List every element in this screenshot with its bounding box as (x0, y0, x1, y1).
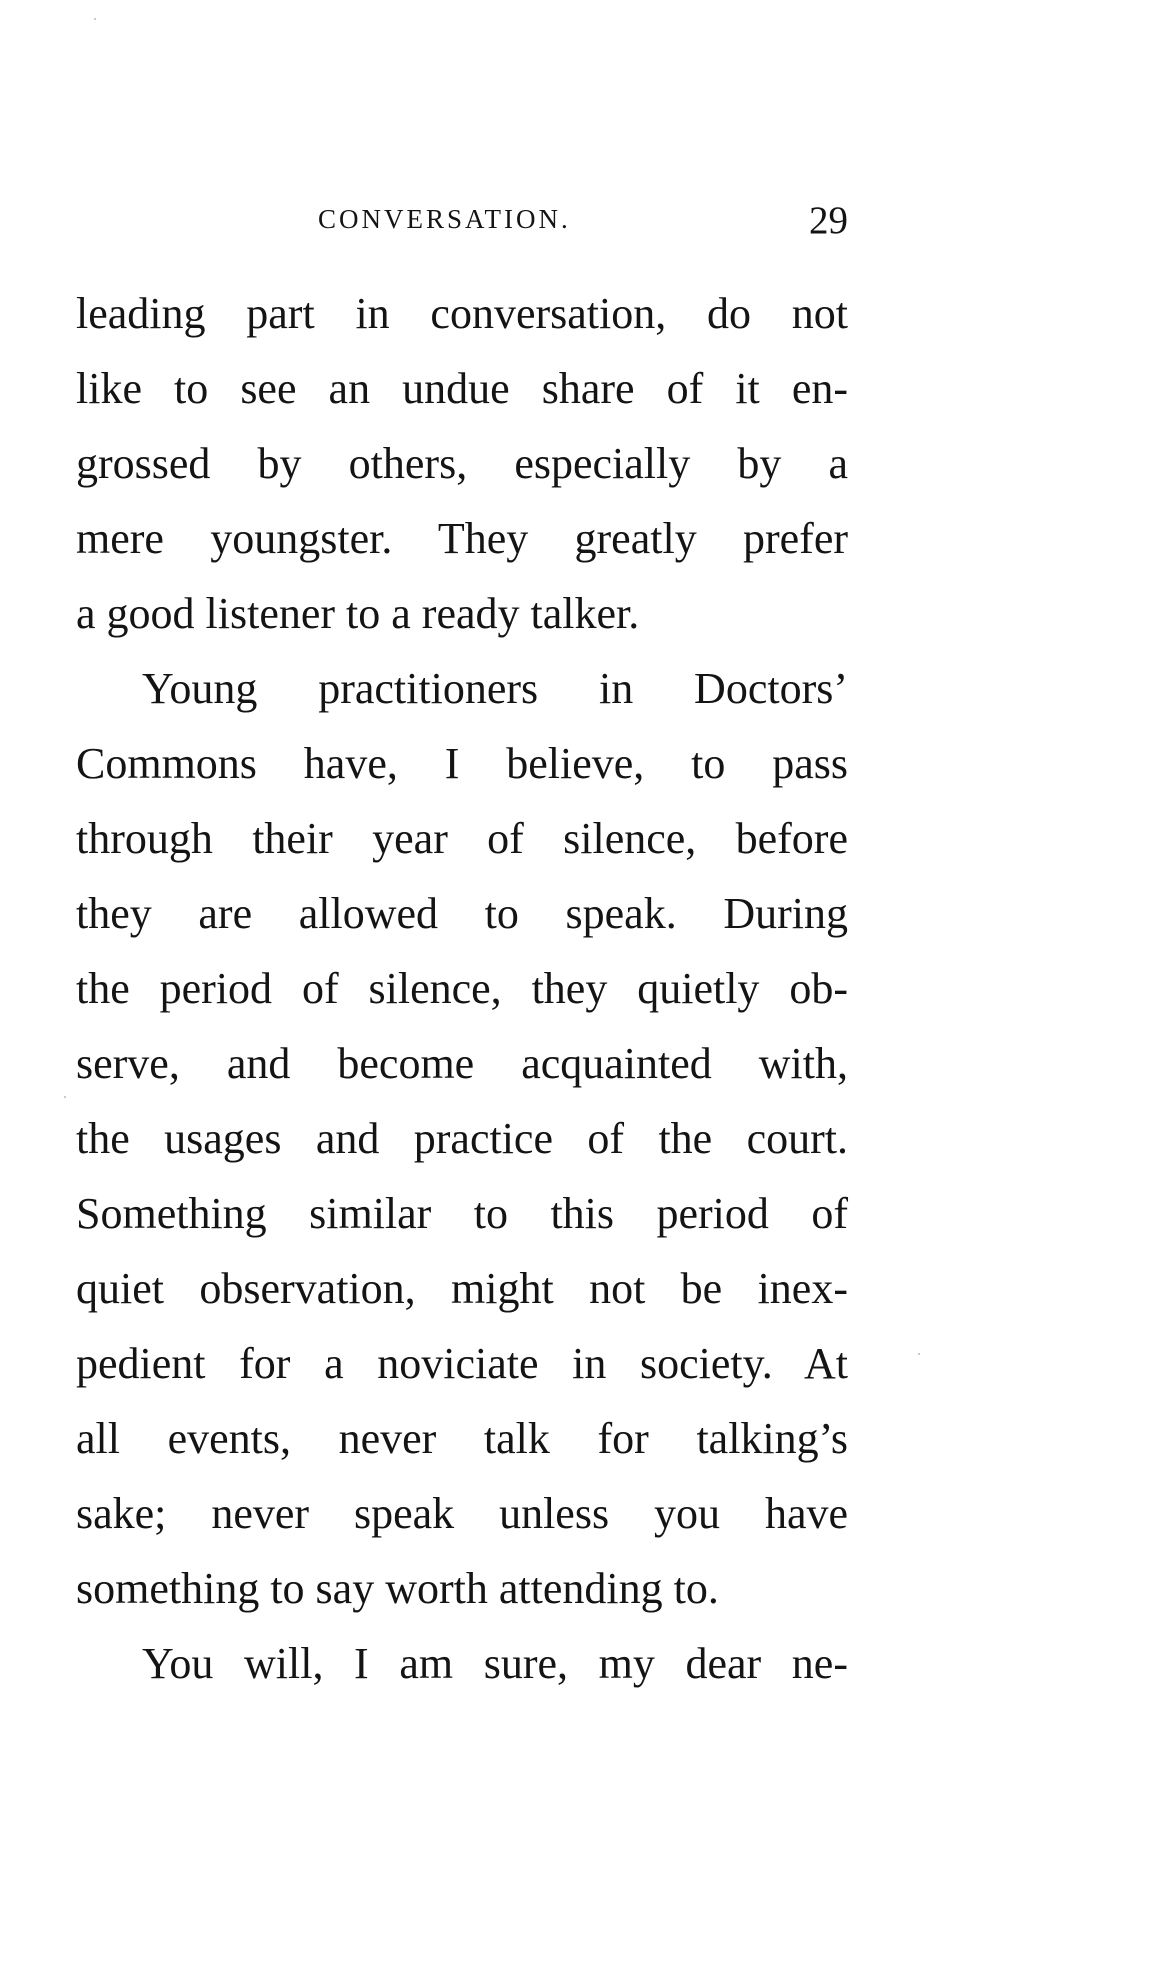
text-line: they are allowed to speak. During (76, 889, 848, 938)
text-line: grossed by others, especially by a (76, 439, 848, 488)
paper-speck (94, 18, 96, 20)
text-line: like to see an undue share of it en- (76, 364, 848, 413)
text-line: Young practitioners in Doctors’ (142, 664, 848, 713)
text-line: pedient for a noviciate in society. At (76, 1339, 848, 1388)
text-line: Commons have, I believe, to pass (76, 739, 848, 788)
text-line: a good listener to a ready talker. (76, 589, 640, 638)
text-line: sake; never speak unless you have (76, 1489, 848, 1538)
text-line: serve, and become acquainted with, (76, 1039, 848, 1088)
page-number: 29 (809, 199, 848, 242)
body-text (76, 276, 848, 1701)
text-line: leading part in conversation, do not (76, 289, 848, 338)
text-line: You will, I am sure, my dear ne- (142, 1639, 848, 1688)
text-line: all events, never talk for talking’s (76, 1414, 848, 1463)
text-line: the usages and practice of the court. (76, 1114, 848, 1163)
paper-speck (918, 1353, 920, 1355)
running-title: CONVERSATION. (318, 204, 571, 234)
running-head (318, 200, 848, 244)
text-line: Something similar to this period of (76, 1189, 848, 1238)
text-line: through their year of silence, before (76, 814, 848, 863)
text-line: the period of silence, they quietly ob- (76, 964, 848, 1013)
text-line: quiet observation, might not be inex- (76, 1264, 848, 1313)
paper-speck (64, 1096, 66, 1098)
text-line: something to say worth attending to. (76, 1564, 719, 1613)
text-line: mere youngster. They greatly prefer (76, 514, 848, 563)
